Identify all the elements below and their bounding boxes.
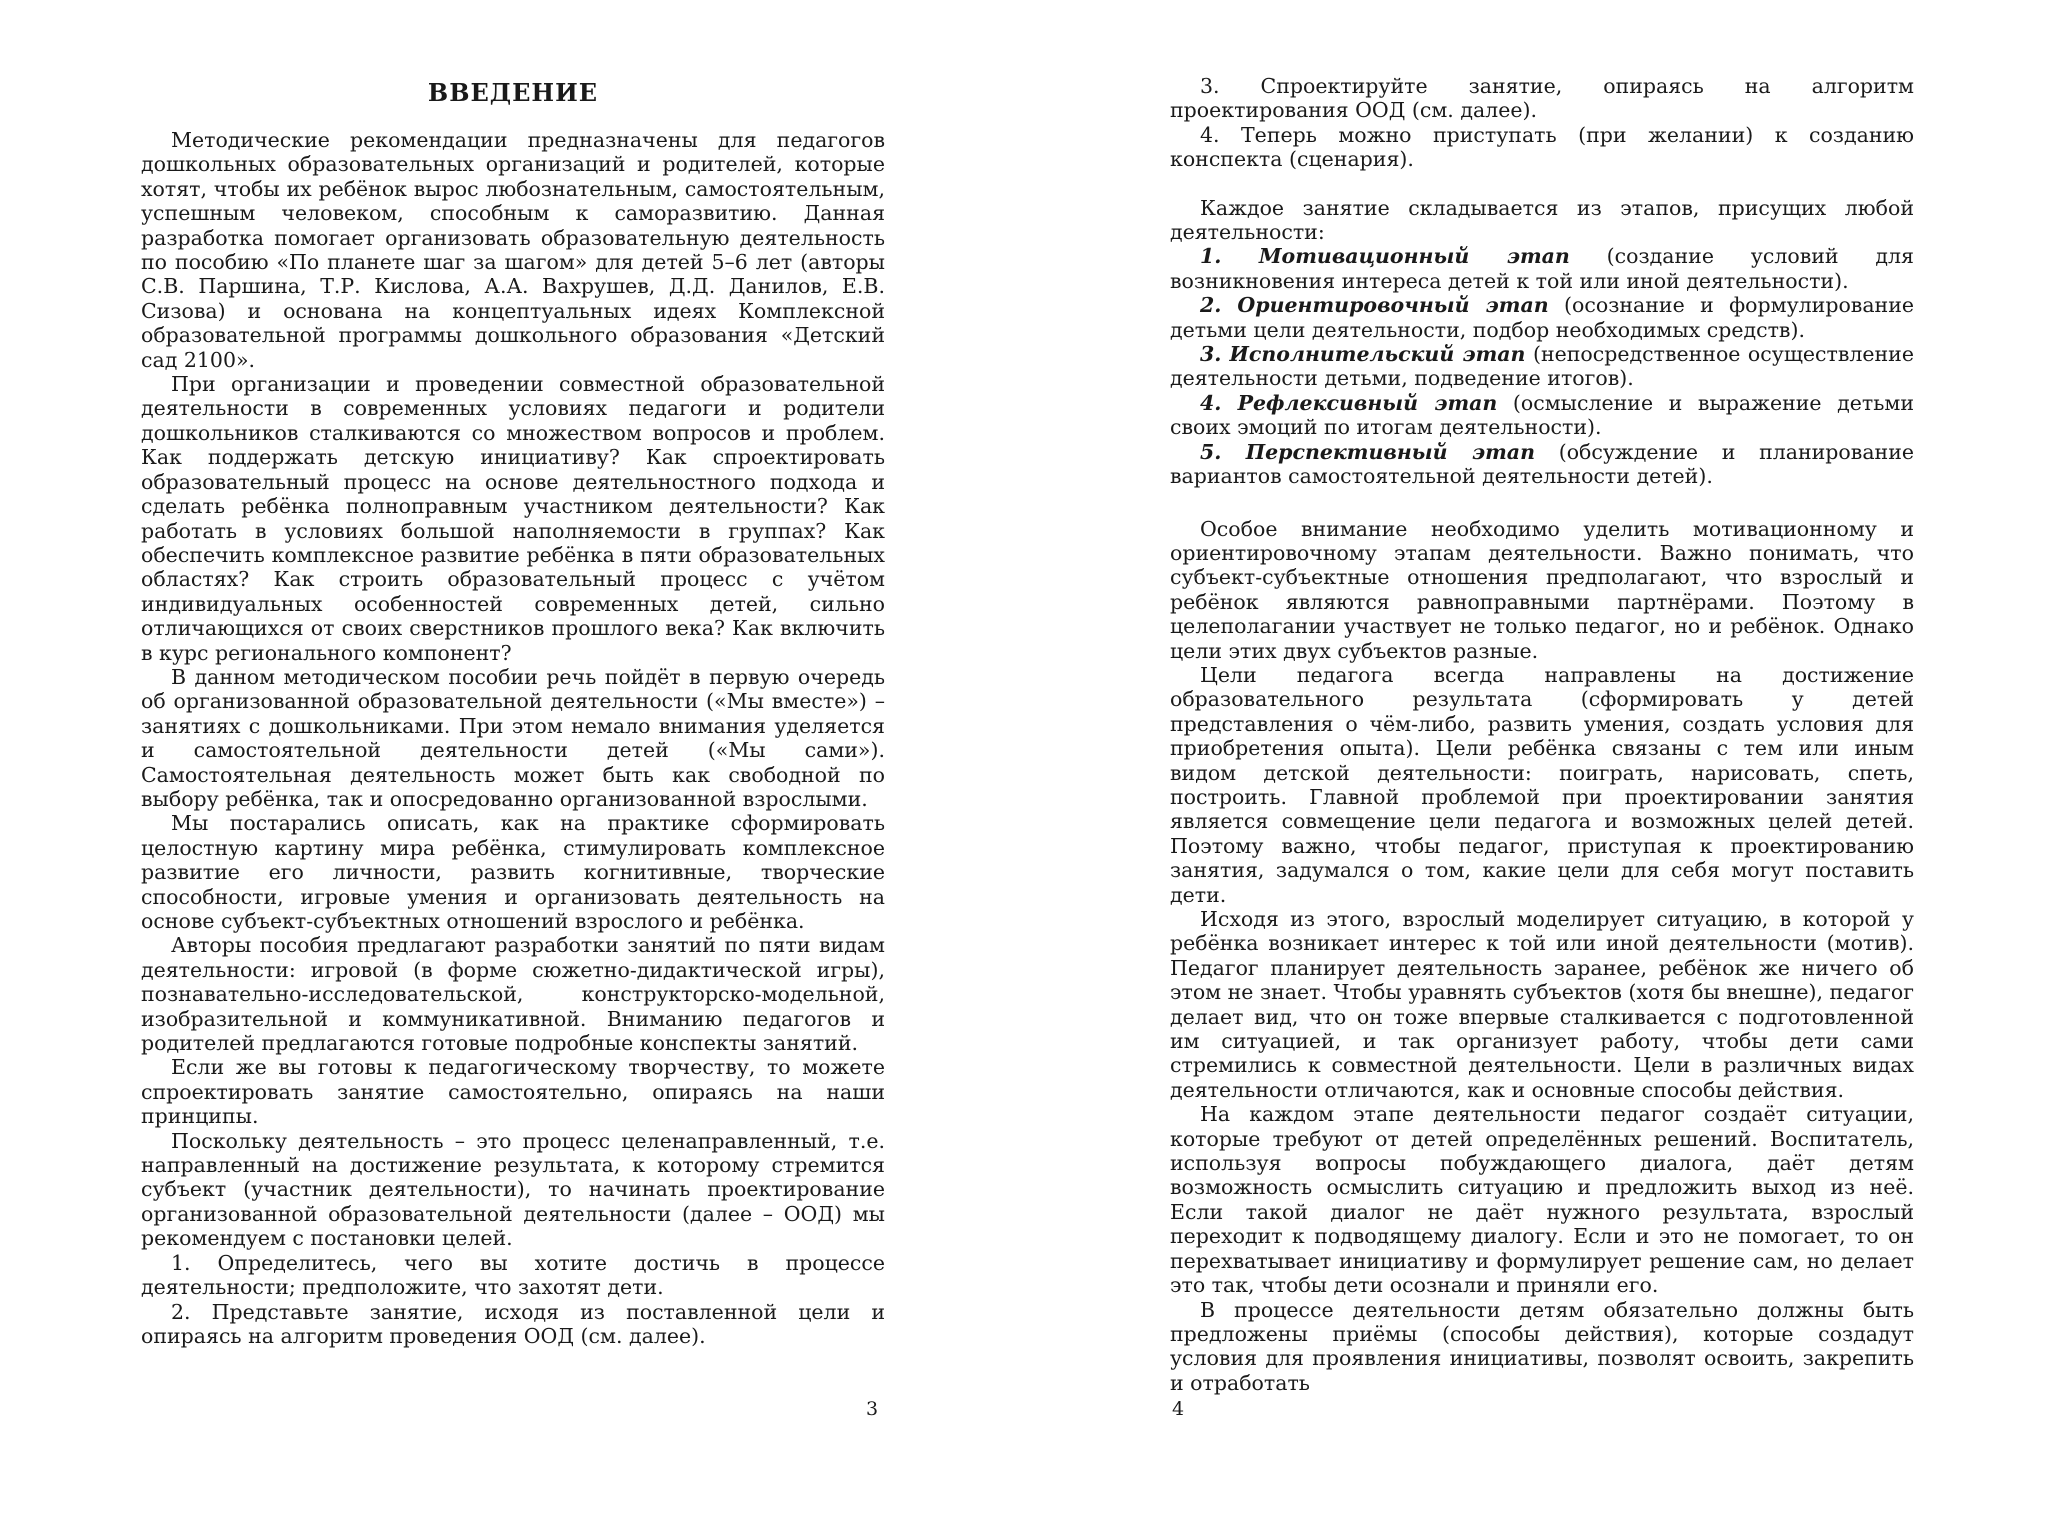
stage-item [1170,440,1914,489]
stage-name: 5. Перспективный этап [1200,439,1535,464]
stage-name: 2. Ориентировочный этап [1200,293,1549,318]
paragraph: Особое внимание необходимо уделить мотивационному и ориентировочному этапам деятельности. Важно понимать, что субъект-субъектные отношения предполагают, что взрослый и ребёнок являются равноправными партнёрами. Поэтому в целеполагании участвует не только педагог, но и ребёнок. Однако цели этих двух субъектов разные. [1170,516,1914,663]
left-text-column [141,74,885,1348]
paragraph: В данном методическом пособии речь пойдёт в первую очередь об организованной образовательной деятельности («Мы вместе») – занятиях с дошкольниками. При этом немало внимания уделяется и самостоятельной деятельности детей («Мы сами»). Самостоятельная деятельность может быть как свободной по выбору ребёнка, так и опосредованно организованной взрослыми. [141,664,885,811]
step-item: 3. Спроектируйте занятие, опираясь на алгоритм проектирования ООД (см. далее). [1170,74,1914,123]
stage-description: (обсуждение и планирование вариантов самостоятельной деятельности детей). [1170,439,1914,489]
paragraph: Если же вы готовы к педагогическому творчеству, то можете спроектировать занятие самостоятельно, опираясь на наши принципы. [141,1055,885,1129]
paragraph: Методические рекомендации предназначены для педагогов дошкольных образовательных организаций и родителей, которые хотят, чтобы их ребёнок вырос любознательным, самостоятельным, успешным человеком, способным к саморазвитию. Данная разработка помогает организовать образовательную деятельность по пособию «По планете шаг за шагом» для детей 5–6 лет (авторы С.В. Паршина, Т.Р. Кислова, А.А. Вахрушев, Д.Д. Данилов, Е.В. Сизова) и основана на концептуальных идеях Комплексной образовательной программы дошкольного образования «Детский сад 2100». [141,128,885,372]
paragraph: Цели педагога всегда направлены на достижение образовательного результата (сформировать у детей представления о чём-либо, развить умения, создать условия для приобретения опыта). Цели ребёнка связаны с тем или иным видом детской деятельности: поиграть, нарисовать, спеть, построить. Главной проблемой при проектировании занятия является совмещение цели педагога и возможных целей детей. Поэтому важно, чтобы педагог, приступая к проектированию занятия, задумался о том, какие цели для себя могут поставить дети. [1170,662,1914,907]
spacer [1170,489,1914,517]
right-page [1024,0,2048,1536]
stage-item [1170,293,1914,342]
stage-name: 3. Исполнительский этап [1200,342,1526,367]
paragraph: На каждом этапе деятельности педагог создаёт ситуации, которые требуют от детей определённых решений. Воспитатель, используя вопросы побуждающего диалога, даёт детям возможность осмыслить ситуацию и предложить выход из неё. Если такой диалог не даёт нужного результата, взрослый переходит к подводящему диалогу. Если и это не помогает, то он перехватывает инициативу и формулирует решение сам, но делает это так, чтобы дети осознали и приняли его. [1170,1102,1914,1298]
stage-item [1170,244,1914,293]
stage-description: (осознание и формулирование детьми цели деятельности, подбор необходимых средств). [1170,293,1915,342]
paragraph: Авторы пособия предлагают разработки занятий по пяти видам деятельности: игровой (в форме сюжетно-дидактической игры), познавательно-исследовательской, конструкторско-модельной, изобразительной и коммуникативной. Вниманию педагогов и родителей предлагаются готовые подробные конспекты занятий. [141,933,885,1056]
spacer [1170,172,1914,196]
stage-item [1170,342,1914,391]
stage-description: (непосредственное осуществление деятельности детьми, подведение итогов). [1170,342,1914,391]
step-item: 2. Представьте занятие, исходя из поставленной цели и опираясь на алгоритм проведения ООД (см. далее). [141,1299,885,1348]
page-number: 3 [866,1398,879,1420]
step-item: 1. Определитесь, чего вы хотите достичь в процессе деятельности; предположите, что захотят дети. [141,1250,885,1300]
stage-name: 4. Рефлексивный этап [1200,390,1498,415]
stage-description: (создание условий для возникновения интереса детей к той или иной деятельности). [1170,244,1914,293]
paragraph: Исходя из этого, взрослый моделирует ситуацию, в которой у ребёнка возникает интерес к той или иной деятельности (мотив). Педагог планирует деятельность заранее, ребёнок же ничего об этом не знает. Чтобы уравнять субъектов (хотя бы внешне), педагог делает вид, что он тоже впервые сталкивается с подготовленной им ситуацией, и так организует работу, чтобы дети сами стремились к совместной деятельности. Цели в различных видах деятельности отличаются, как и основные способы действия. [1170,907,1914,1102]
paragraph: Поскольку деятельность – это процесс целенаправленный, т.е. направленный на достижение результата, к которому стремится субъект (участник деятельности), то начинать проектирование организованной образовательной деятельности (далее – ООД) мы рекомендуем с постановки целей. [141,1128,885,1251]
paragraph: В процессе деятельности детям обязательно должны быть предложены приёмы (способы действия), которые создадут условия для проявления инициативы, позволят освоить, закрепить и отработать [1170,1297,1914,1395]
stage-description: (осмысление и выражение детьми своих эмоций по итогам деятельности). [1170,390,1914,440]
stages-intro: Каждое занятие складывается из этапов, присущих любой деятельности: [1170,195,1914,245]
stage-item [1170,391,1914,440]
right-text-column [1170,74,1914,1395]
paragraph: При организации и проведении совместной образовательной деятельности в современных условиях педагоги и родители дошкольников сталкиваются со множеством вопросов и проблем. Как поддержать детскую инициативу? Как спроектировать образовательный процесс на основе деятельностного подхода и сделать ребёнка полноправным участником деятельности? Как работать в условиях большой наполняемости в группах? Как обеспечить комплексное развитие ребёнка в пяти образовательных областях? Как строить образовательный процесс с учётом индивидуальных особенностей современных детей, сильно отличающихся от своих сверстников прошлого века? Как включить в курс регионального компонент? [141,372,885,665]
step-item: 4. Теперь можно приступать (при желании) к созданию конспекта (сценария). [1170,122,1914,172]
stage-name: 1. Мотивационный этап [1200,244,1570,269]
page-title: ВВЕДЕНИЕ [427,78,599,107]
paragraph: Мы постарались описать, как на практике сформировать целостную картину мира ребёнка, стимулировать комплексное развитие его личности, развить когнитивные, творческие способности, игровые умения и организовать деятельность на основе субъект-субъектных отношений взрослого и ребёнка. [141,811,885,933]
page-number: 4 [1172,1398,1185,1420]
